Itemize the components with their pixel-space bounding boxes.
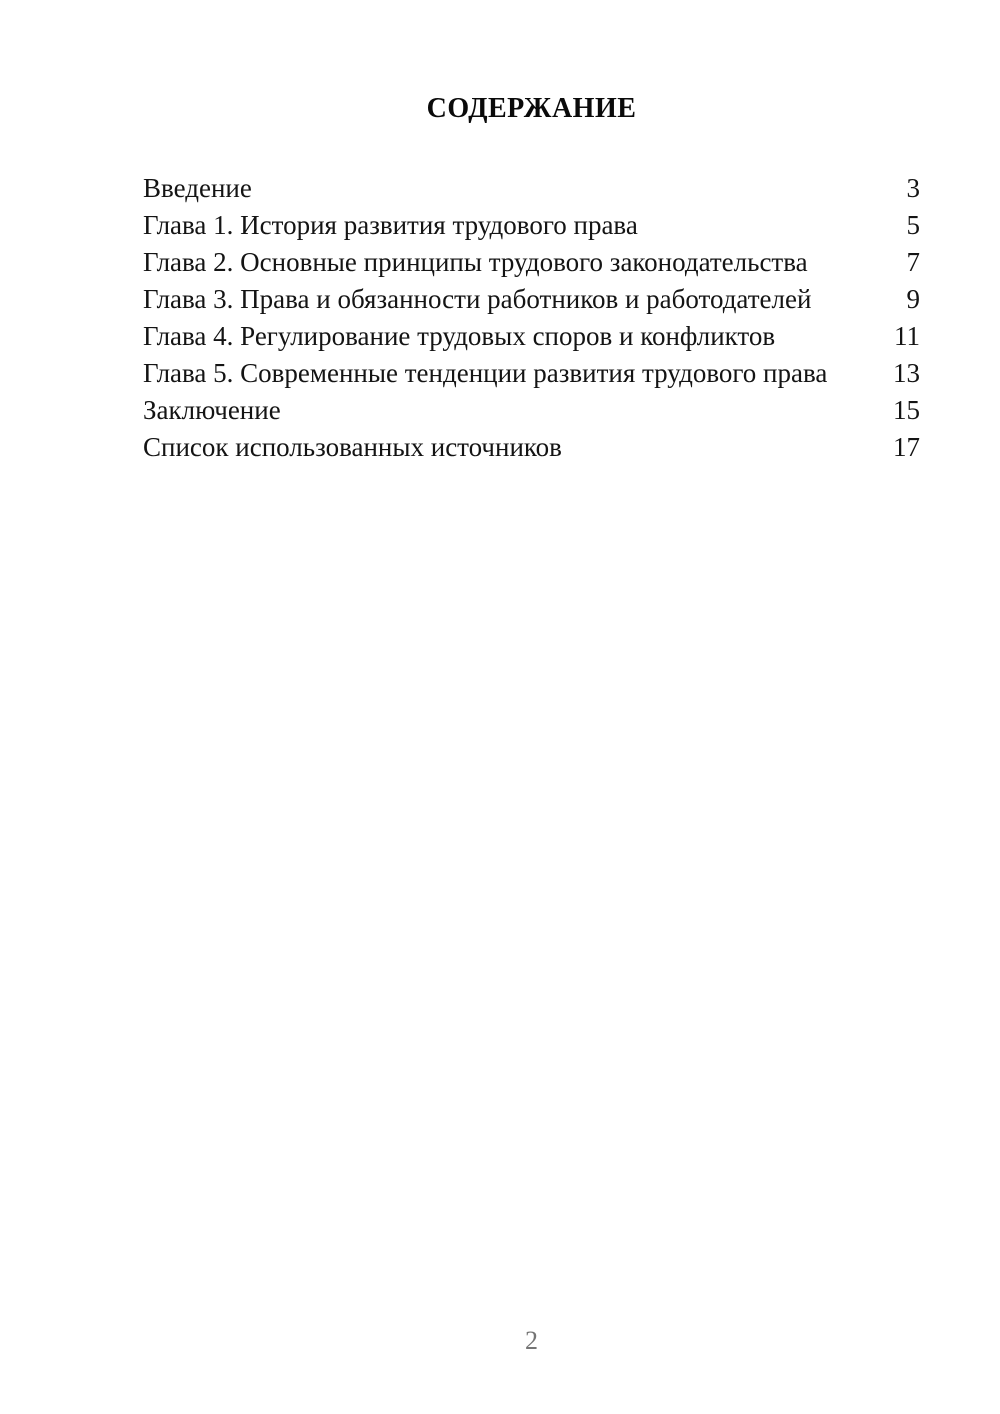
toc-entry <box>143 207 920 244</box>
toc-entry <box>143 392 920 429</box>
toc-entry <box>143 355 920 392</box>
toc-entry-label: Список использованных источников <box>143 432 562 462</box>
toc-entry-label: Введение <box>143 173 252 203</box>
toc-entry-page-number: 13 <box>893 358 920 388</box>
toc-entry <box>143 244 920 281</box>
page-content <box>0 0 1000 466</box>
toc-entry-page-number: 17 <box>893 432 920 462</box>
toc-entry <box>143 281 920 318</box>
toc-entry-page-number: 7 <box>906 247 920 277</box>
toc-entry-label: Глава 2. Основные принципы трудового законодательства <box>143 247 808 277</box>
toc-entry-page-number: 3 <box>906 173 920 203</box>
page-title: СОДЕРЖАНИЕ <box>426 93 637 124</box>
toc-entry-label: Глава 1. История развития трудового права <box>143 210 638 240</box>
toc-entry <box>143 429 920 466</box>
toc-entry-page-number: 9 <box>906 284 920 314</box>
toc-entry-label: Заключение <box>143 395 281 425</box>
toc-entry-label: Глава 5. Современные тенденции развития трудового права <box>143 358 828 388</box>
toc-entry <box>143 170 920 207</box>
toc-entry <box>143 318 920 355</box>
page-number: 2 <box>525 1326 538 1355</box>
toc-entry-page-number: 15 <box>893 395 920 425</box>
toc-entry-label: Глава 3. Права и обязанности работников и работодателей <box>143 284 812 314</box>
toc-entry-page-number: 5 <box>906 210 920 240</box>
toc-entry-label: Глава 4. Регулирование трудовых споров и конфликтов <box>143 321 776 351</box>
toc-list <box>143 170 920 466</box>
toc-entry-page-number: 11 <box>894 321 920 351</box>
